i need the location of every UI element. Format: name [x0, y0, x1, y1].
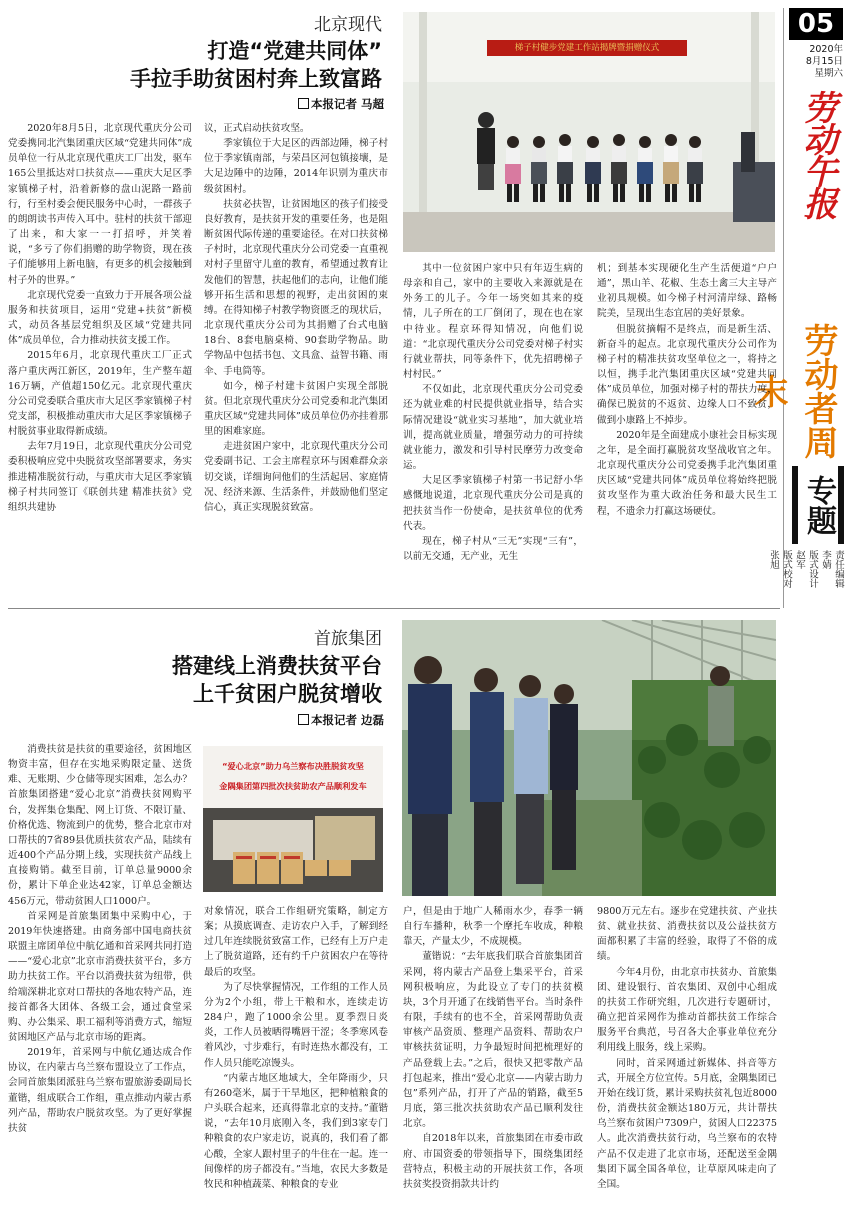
article2-column-1 — [8, 742, 192, 1136]
article-divider — [8, 608, 780, 609]
article1-headline-line2: 手拉手助贫困村奔上致富路 — [130, 67, 382, 91]
article2-paragraph: 2019年，首采网与中航亿通达成合作协议，在内蒙古乌兰察布盟设立了工作点，会同首旅集团派驻乌兰察布盟旅游委副局长董锴，组成联合工作组，重点推动内蒙古系列产品，帮助农户脱贫攻坚。为了更好掌握扶贫 — [8, 1047, 192, 1134]
article2-paragraph: 董锴说：“去年底我们联合首旅集团首采网，将内蒙古产品登上集采平台，首采网积极响应，为此设立了专门的扶贫模块，3个月开通了在线销售平台。当时条件有限，手续有的也不全，首采网帮助负责审核产品资质、整理产品资料、帮助农户审核扶贫证明，力争最短时间把梳理好的产品登载上去。”之后，很快又把零散产品打包起来，推出“爱心北京——内蒙古助力包”系列产品，打开了产品的销路，截至5月底，第三批次扶贫助农产品已顺利发往北京。 — [403, 951, 583, 1130]
article2-paragraph: 首采网是首旅集团集中采购中心，于2019年快速搭建。由商务部中国电商扶贫联盟主席团单位中航亿通和首采网共同打造——“爱心北京”北京市消费扶贫平台，多方助力扶贫工作。平台以消费扶贫为纽带，供给端深耕北京对口帮扶的各地农特产品，连接首都各大团体、各级工会，通过食堂采购、办公集采、职工福利等消费方式，缩短贫困地区产品与北京市场的距离。 — [8, 910, 192, 1043]
article2-headline — [90, 652, 382, 708]
article2-dept: 首旅集团 — [314, 629, 382, 649]
credit-editor-name: 李婧 — [820, 550, 831, 569]
article2-banner-photo — [203, 746, 383, 892]
article2-byline-text: 本报记者 边磊 — [310, 713, 384, 727]
credit-design-title: 版式设计 — [807, 550, 818, 588]
article2-headline-line1: 搭建线上消费扶贫平台 — [172, 654, 382, 678]
article2-paragraph: 今年4月份，由北京市扶贫办、首旅集团、建设银行、首农集团、双创中心组成的扶贫工作研究组，几次进行专题研讨，确立把首采网作为推动首都扶贫工作综合服务平台典范，号召各大企事业单位充分利用线上服务，线上采购。 — [597, 966, 777, 1054]
article1-headline — [90, 37, 382, 93]
article1-column-3 — [403, 261, 583, 564]
article1-paragraph: 如今，梯子村建卡贫困户实现全部脱贫。但北京现代重庆分公司党委和北汽集团重庆区域“党建共同体”成员单位仍亦挂着那里的困难家庭。 — [204, 380, 388, 438]
date-month-day: 8月15日 — [805, 56, 843, 67]
article1-column-1 — [8, 121, 192, 515]
article2-paragraph: “内蒙古地区地域大，全年降雨少，只有260毫米，属于干旱地区，把种植粮食的户头联合起来，还真得靠北京的支持。”董锴说，“去年10月底刚入冬，我们到3家专门种粮食的农户家走访，说真的，我们看了都心酸，全家人跟村里子的牛住在一起。连一间像样的房子都没有。”当地，农民大多数是牧民和种植蔬菜、种粮食的专业 — [204, 1072, 388, 1190]
article1-paragraph: 机；到基本实现硬化生产生活便道“户户通”，黑山羊、花椒、生态土禽三大主导产业初具规模。如今梯子村河清岸绿、路畅院美，呈现出生态宜居的美好景象。 — [597, 263, 777, 320]
article2-paragraph: 同时，首采网通过新媒体、抖音等方式，开展全方位宣传。5月底，金隅集团已开始在线订货，累计采购扶贫礼包近8000份，消费扶贫金额达180万元，共计帮扶乌兰察布贫困户7309户，贫困人口22375人。此次消费扶贫行动，乌兰察布的农特产品不仅走进了北京市场，还配送至金隅集团下属全国各单位，让草原风味走向了全国。 — [597, 1057, 777, 1190]
credits — [768, 550, 844, 610]
date-weekday: 星期六 — [814, 68, 843, 79]
article2-byline — [288, 712, 384, 728]
article1-column-2 — [204, 121, 388, 515]
article2-column-2 — [204, 904, 388, 1192]
article1-paragraph: 2015年6月，北京现代重庆工厂正式落户重庆两江新区，2019年，生产整车超16万辆，产值超150亿元。北京现代重庆分公司党委联合重庆市大足区季家镇梯子村党支部，积极推动重庆市大足区季家镇梯子村脱贫事业取得新成绩。 — [8, 350, 192, 438]
article1-paragraph: 季家镇位于大足区的西部边陲，梯子村位于季家镇南部，与荣昌区河包镇接壤，是大足边陲中的边陲，2014年识别为重庆市级贫困村。 — [204, 138, 388, 195]
section-name: 劳动者周末 — [748, 322, 838, 459]
credit-proof-title: 版式校对 — [781, 550, 792, 588]
article1-paragraph: 现在，梯子村从“三无”实现“三有”，以前无交通，无产业，无生 — [403, 535, 583, 562]
article2-paragraph: 为了尽快掌握情况，工作组的工作人员分为2个小组，带上干粮和水，连续走访284户，跑了1000余公里。夏季烈日炎炎，工作人员被晒得嘴唇干涩；冬季寒风卷着风沙，寸步难行，有时连热水都没有，工作人员只能吃凉馒头。 — [204, 981, 388, 1069]
article1-dept: 北京现代 — [314, 15, 382, 35]
credit-editor-title: 责任编辑 — [833, 550, 844, 588]
article1-photo — [403, 12, 775, 252]
article1-paragraph: 走进贫困户家中，北京现代重庆分公司党委副书记、工会主席程京环与困难群众亲切交谈，详细询问他们的生活起居、家庭情况、经济来源、生活条件，并鼓励他们坚定信心，真正实现脱贫致富。 — [204, 441, 388, 513]
article1-paragraph: 但脱贫摘帽不是终点，而是新生活、新奋斗的起点。北京现代重庆分公司作为梯子村的精准扶贫攻坚单位之一，将持之以恒，携手北汽集团重庆区域“党建共同体”成员单位，加强对梯子村的帮扶力度，确保已脱贫的不返贫、边缘人口不致贫，做到小康路上不掉步。 — [597, 323, 777, 426]
masthead-divider-line — [783, 8, 784, 608]
paper-logo: 劳动午报 — [797, 90, 837, 218]
section-type-box — [792, 466, 844, 544]
date-year: 2020年 — [809, 44, 843, 55]
article2-paragraph: 自2018年以来，首旅集团在市委市政府、市国资委的带领指导下，围绕集团经营特点，积极主动的开展扶贫工作，各项扶贫奖投资捐款共计约 — [403, 1133, 583, 1190]
article1-byline — [288, 96, 384, 112]
article1-paragraph: 去年7月19日，北京现代重庆分公司党委积极响应党中央脱贫攻坚部署要求，务实推进精准脱贫行动，与重庆市大足区季家镇梯子村共同签订《联创共建 精准扶贫》党组织共建协 — [8, 441, 192, 513]
article2-paragraph: 9800万元左右。逐步在党建扶贫、产业扶贫、就业扶贫、消费扶贫以及公益扶贫方面都积累了丰富的经验，取得了不俗的成绩。 — [597, 906, 777, 963]
article1-paragraph: 议，正式启动扶贫攻坚。 — [204, 123, 310, 134]
article1-paragraph: 大足区季家镇梯子村第一书记舒小华感慨地说道，北京现代重庆分公司是真的把扶贫当作一份使命，是扶贫单位的优秀代表。 — [403, 475, 583, 532]
article1-paragraph: 2020年8月5日，北京现代重庆分公司党委携同北汽集团重庆区域“党建共同体”成员单位一行从北京现代重庆工厂出发，驱车165公里抵达对口扶贫点——重庆大足区季家镇梯子村，沿着新修的盘山泥路一路前行，行至村委会便民服务中心时，一群孩子的朗朗读书声传入耳中。驻村的扶贫干部迎了出来，和大家一一打招呼，并笑着说，“多亏了你们捐赠的助学物资，现在孩子们能够用上新电脑，有更多的机会接触到村子外的世界。” — [8, 123, 192, 286]
article1-headline-line1: 打造“党建共同体” — [207, 39, 382, 63]
byline-box-icon — [298, 714, 309, 725]
article1-paragraph: 不仅如此，北京现代重庆分公司党委还为就业难的村民提供就业指导，结合实际情况建设“就业实习基地”，加大就业培训，提高就业质量，增强劳动力的可持续就业能力，激发和引导村民摩劳力改变命运。 — [403, 384, 583, 472]
article2-banner-line1: “爱心北京”助力乌兰察布决胜脱贫攻坚 — [222, 761, 364, 771]
credit-proof-name: 张旭 — [768, 550, 779, 569]
article1-paragraph: 扶贫必扶智，让贫困地区的孩子们接受良好教育，是扶贫开发的重要任务，也是阻断贫困代际传递的重要途径。在对口扶贫梯子村时，北京现代重庆分公司党委一直重视对村子里留守儿童的教育，希望通过教育让发他们的智慧，扶起他们的志向，让他们能够开拓生活和思想的视野，走出贫困的束缚。在得知梯子村教学物资匮乏的现状后，北京现代重庆分公司为其捐赠了台式电脑18台、8套电脑桌椅、90套助学物品。助学物品中包括书包、文具盒、益智书籍、雨伞、手电筒等。 — [204, 198, 388, 377]
date-block — [789, 44, 843, 80]
byline-box-icon — [298, 98, 309, 109]
article2-greenhouse-photo-svg — [402, 620, 776, 896]
article2-column-4 — [597, 904, 777, 1192]
article1-paragraph: 北京现代党委一直致力于开展各项公益服务和扶贫项目，运用“党建+扶贫”新模式，动员各基层党组织及区域“党建共同体”成员单位，合力推动扶贫支援工作。 — [8, 289, 192, 347]
article2-headline-line2: 上千贫困户脱贫增收 — [193, 682, 382, 706]
article2-column-3 — [403, 904, 583, 1192]
article1-photo-banner: 梯子村健步党建工作站揭牌暨捐赠仪式 — [514, 43, 660, 53]
article1-paragraph: 其中一位贫困户家中只有年迈生病的母亲和自己，家中的主要收入来源就是在外务工的儿子。今年一场突如其来的疫情，儿子所在的工厂倒闭了，现在也在家中待业。程京环得知情况，向他们说道：“北京现代重庆分公司党委对梯子村实行就业帮扶，同等条件下，优先招聘梯子村村民。” — [403, 263, 583, 381]
article2-greenhouse-photo — [402, 620, 776, 896]
article2-banner-line2: 金隅集团第四批次扶贫助农产品顺利发车 — [219, 781, 367, 791]
article2-paragraph: 户，但是由于地广人稀雨水少，春季一辆自行车播种，秋季一个摩托车收成，种粮靠天，产量太少，不成规模。 — [403, 906, 583, 948]
credit-design-name: 赵军 — [794, 550, 805, 569]
section-type: 专题 — [801, 475, 836, 535]
page-number: 05 — [789, 8, 843, 40]
article2-paragraph: 消费扶贫是扶贫的重要途径，贫困地区物资丰富，但存在实地采购限定量、送货难、无账期、少仓储等现实困难，怎么办？首旅集团搭建“爱心北京”消费扶贫网购平台，发挥集仓集配、网上订货、不限订量、价格优选、物流到户的优势，整合北京市对口帮扶的7省89县优质扶贫农产品，陆续有近400个产品分期上线，实现扶贫产品线上直接购销。截至目前，订单总量9000余份，累计下单企业达42家，订单总金额达456万元，带动贫困人口1000户。 — [8, 744, 192, 907]
article2-paragraph: 对象情况，联合工作组研究策略，制定方案；从摸底调查、走访农户入手，了解到经过几年连续脱贫致富工作，已经有上万户走上了脱贫道路，还有约千户贫困农户在等待最后的攻坚。 — [204, 906, 388, 978]
article1-paragraph: 2020年是全面建成小康社会目标实现之年，是全面打赢脱贫攻坚战收官之年。北京现代重庆分公司党委携手北汽集团重庆区域“党建共同体”成员单位将始终把脱贫攻坚作为重大政治任务和最大民生工程，不遗余力打赢这场硬仗。 — [597, 429, 777, 517]
article1-byline-text: 本报记者 马超 — [310, 97, 384, 111]
article1-column-4 — [597, 261, 777, 519]
